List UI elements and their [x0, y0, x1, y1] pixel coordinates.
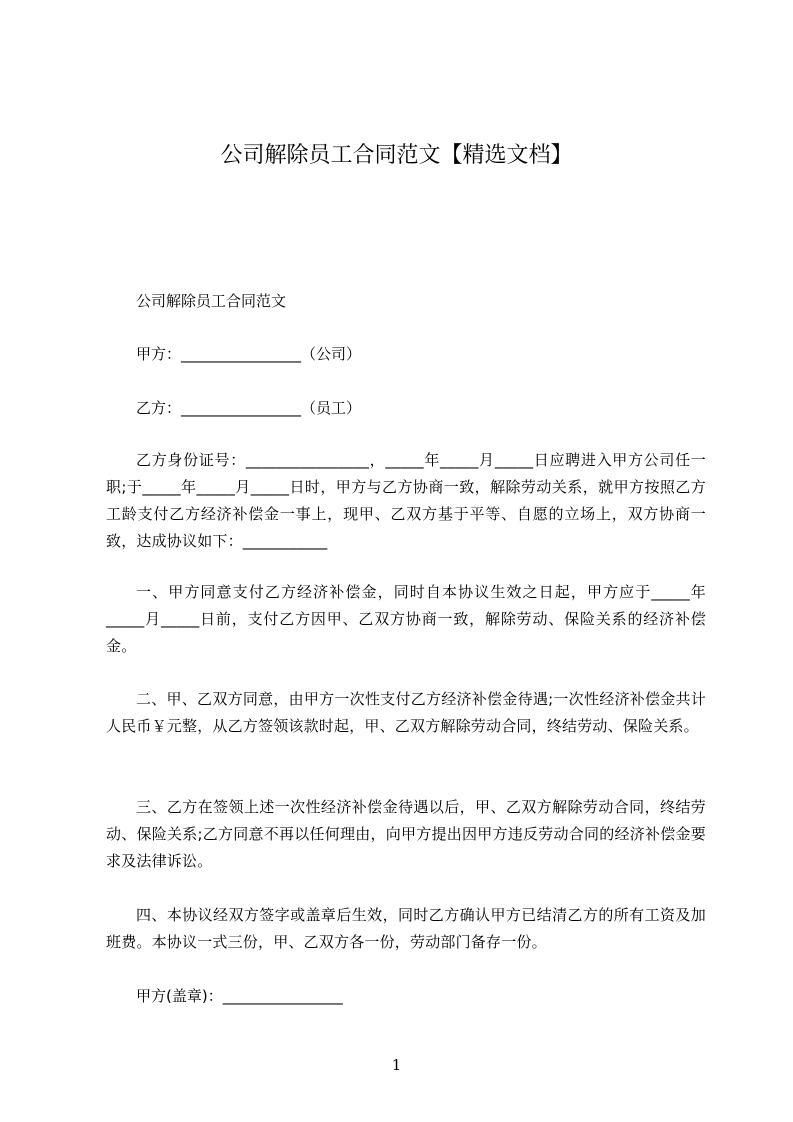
clause-3-paragraph: 三、乙方在签领上述一次性经济补偿金待遇以后，甲、乙双方解除劳动合同，终结劳动、保险关系;乙方同意不再以任何理由，向甲方提出因甲方违反劳动合同的经济补偿金要求及法律诉讼。 — [106, 798, 706, 870]
clause-2-paragraph: 二、甲、乙双方同意，由甲方一次性支付乙方经济补偿金待遇;一次性经济补偿金共计人民币￥元整，从乙方签领该款时起，甲、乙双方解除劳动合同，终结劳动、保险关系。 — [106, 690, 706, 735]
intro-paragraph: 乙方身份证号：________________，_____年_____月_____日应聘进入甲方公司任一职;于_____年_____月_____日时，甲方与乙方协商一致，解除劳动关系，就甲方按照乙方工龄支付乙方经济补偿金一事上，现甲、乙双方基于平等、自愿的立场上，双方协商一致，达成协议如下：___________ — [106, 451, 706, 550]
document-title: 公司解除员工合同范文【精选文档】 — [220, 143, 573, 168]
signature-a-line: 甲方(盖章)：________________ — [136, 987, 343, 1005]
page-number: 1 — [391, 1056, 402, 1074]
clause-4-paragraph: 四、本协议经双方签字或盖章后生效，同时乙方确认甲方已结清乙方的所有工资及加班费。本协议一式三份，甲、乙双方各一份，劳动部门备存一份。 — [106, 906, 706, 951]
party-b-line: 乙方：________________（员工） — [136, 399, 362, 417]
party-a-line: 甲方：________________（公司） — [136, 345, 362, 363]
clause-1-paragraph: 一、甲方同意支付乙方经济补偿金，同时自本协议生效之日起，甲方应于_____年_____月_____日前，支付乙方因甲、乙双方协商一致，解除劳动、保险关系的经济补偿金。 — [106, 583, 706, 655]
document-subtitle: 公司解除员工合同范文 — [136, 292, 287, 310]
